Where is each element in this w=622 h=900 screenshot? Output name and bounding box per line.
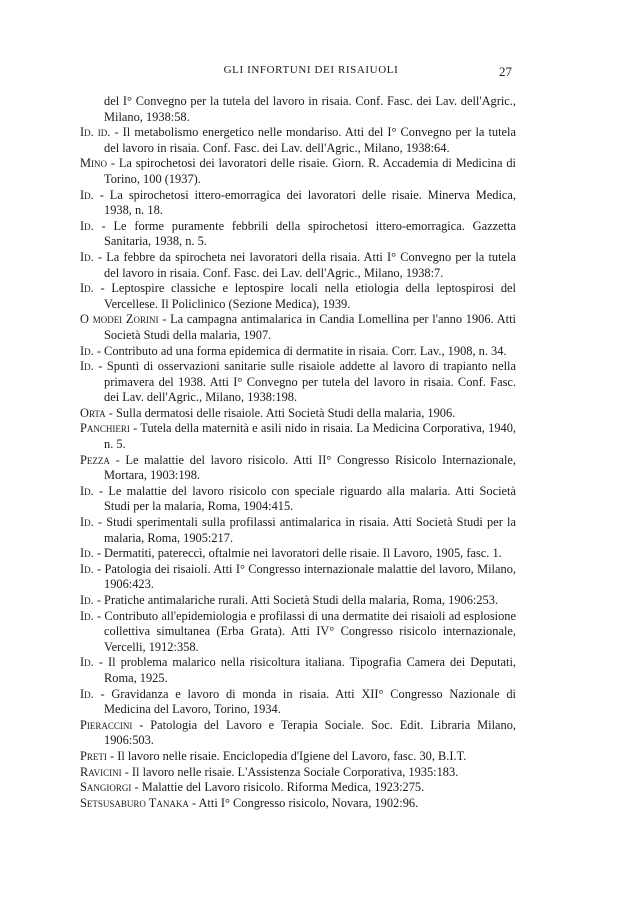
bibliography-entry — [80, 796, 516, 812]
entry-text: - Leptospire classiche e leptospire locali nella etiologia della leptospirosi del Vercellese. Il Policlinico (Sezione Medica), 1939. — [93, 281, 516, 311]
bibliography-entry — [80, 780, 516, 796]
bibliography-entry — [80, 765, 516, 781]
bibliography-entry — [80, 421, 516, 452]
entry-text: - Le malattie del lavoro risicolo. Atti II° Congresso Risicolo Internazionale, Mortara, 1903:198. — [104, 452, 516, 483]
bibliography-entry — [80, 312, 516, 343]
bibliography-list — [80, 94, 516, 811]
entry-text: - Dermatiti, patereccì, oftalmie nei lavoratori delle risaie. Il Lavoro, 1905, fasc. 1. — [93, 546, 502, 561]
bibliography-entry — [80, 718, 516, 749]
bibliography-entry — [80, 749, 516, 765]
entry-text: del I° Convegno per la tutela del lavoro in risaia. Conf. Fasc. dei Lav. dell'Agric., Milano, 1938:58. — [104, 94, 516, 124]
entry-text: - Tutela della maternità e asili nido in risaia. La Medicina Corporativa, 1940, n. 5. — [104, 421, 516, 452]
entry-author: Mino — [80, 156, 108, 171]
entry-author: Id. — [80, 546, 94, 561]
entry-text: - Studi sperimentali sulla profilassi antimalarica in risaia. Atti Società Studi per la malaria, Roma, 1905:217. — [93, 515, 516, 545]
entry-author: Id. — [80, 483, 94, 498]
entry-author: Id. — [80, 187, 94, 202]
entry-text: - La campagna antimalarica in Candia Lomellina per l'anno 1906. Atti Società Studi della malaria, 1907. — [104, 312, 516, 342]
entry-author: Id. — [80, 561, 94, 576]
entry-text: - La febbre da spirocheta nei lavoratori della risaia. Atti I° Convegno per la tutela del lavoro in risaia. Conf. Fasc. dei Lav. dell'Agric., Milano, 1938:7. — [93, 249, 516, 280]
entry-author: Id. — [80, 359, 94, 374]
entry-text: - Le malattie del lavoro risicolo con speciale riguardo alla malaria. Atti Società Studi per la malaria, Roma, 1904:415. — [93, 483, 516, 514]
bibliography-entry — [80, 250, 516, 281]
entry-author: Id. — [80, 281, 94, 296]
entry-text: - Il lavoro nelle risaie. Enciclopedia d'Igiene del Lavoro, fasc. 30, B.I.T. — [106, 748, 467, 763]
bibliography-entry — [80, 546, 516, 562]
entry-author: Id. — [80, 655, 94, 670]
entry-text: - Le forme puramente febbrili della spirochetosi ittero-emorragica. Gazzetta Sanitaria, 1938, n. 5. — [93, 218, 516, 249]
entry-author: Setsusaburo Tanaka — [80, 795, 189, 810]
entry-author: Orta — [80, 405, 106, 420]
bibliography-entry — [80, 655, 516, 686]
running-title: GLI INFORTUNI DEI RISAIUOLI — [223, 64, 399, 76]
entry-author: O modei Zorini — [80, 312, 159, 327]
bibliography-entry — [80, 593, 516, 609]
entry-author: Id. — [80, 249, 94, 264]
entry-author: Id. — [80, 608, 94, 623]
entry-author: Panchieri — [80, 421, 130, 436]
entry-text: - Patologia dei risaioli. Atti I° Congresso internazionale malattie del lavoro, Milano, 1906:423. — [93, 561, 516, 592]
entry-text: - Sulla dermatosi delle risaiole. Atti Società Studi della malaria, 1906. — [105, 405, 456, 420]
bibliography-entry — [80, 687, 516, 718]
bibliography-entry — [80, 562, 516, 593]
entry-text: - La spirochetosi dei lavoratori delle risaie. Giorn. R. Accademia di Medicina di Torino, 100 (1937). — [104, 156, 516, 186]
entry-author: Ravicini — [80, 764, 122, 779]
entry-text: - Pratiche antimalariche rurali. Atti Società Studi della malaria, Roma, 1906:253. — [93, 593, 499, 607]
entry-text: - Contributo ad una forma epidemica di dermatite in risaia. Corr. Lav., 1908, n. 34. — [93, 343, 507, 358]
entry-author: Id. — [80, 686, 94, 701]
entry-text: - La spirochetosi ittero-emorragica dei lavoratori delle risaie. Minerva Medica, 1938, n. 18. — [93, 187, 516, 218]
bibliography-entry — [80, 609, 516, 656]
entry-text: - Malattie del Lavoro risicolo. Riforma Medica, 1923:275. — [131, 780, 425, 795]
entry-text: - Il lavoro nelle risaie. L'Assistenza Sociale Corporativa, 1935:183. — [121, 764, 459, 779]
bibliography-entry — [80, 453, 516, 484]
entry-text: - Contributo all'epidemiologia e profilassi di una dermatite dei risaioli ad esplosione collettiva simultanea (Erba Grata). Atti IV° Congresso risicolo internazionale, Vercelli, 1912:358. — [93, 608, 516, 654]
entry-author: Preti — [80, 748, 107, 763]
bibliography-entry — [80, 188, 516, 219]
entry-text: - Spunti di osservazioni sanitarie sulle risaiole addette al lavoro di trapianto nella primavera del 1938. Atti I° Convegno per tutela del lavoro in risaia. Conf. Fasc. dei Lav. dell'Agric., Milano, 1938:198. — [93, 359, 516, 405]
entry-author: Sangiorgi — [80, 780, 132, 795]
entry-author: Id. — [80, 218, 94, 233]
bibliography-entry — [80, 94, 516, 125]
bibliography-entry — [80, 281, 516, 312]
page-number: 27 — [499, 64, 512, 79]
entry-text: - Gravidanza e lavoro di monda in risaia. Atti XII° Congresso Nazionale di Medicina del Lavoro, Torino, 1934. — [93, 686, 516, 717]
entry-text: - Patologia del Lavoro e Terapia Sociale. Soc. Edit. Libraria Milano, 1906:503. — [104, 717, 516, 748]
bibliography-entry — [80, 219, 516, 250]
bibliography-entry — [80, 359, 516, 406]
bibliography-entry — [80, 156, 516, 187]
bibliography-entry — [80, 484, 516, 515]
entry-author: Pezza — [80, 452, 110, 467]
entry-text: - Il metabolismo energetico nelle mondariso. Atti del I° Convegno per la tutela del lavoro in risaia. Conf. Fasc. dei Lav. dell'Agric., Milano, 1938:64. — [104, 125, 516, 155]
entry-author: Id. — [80, 343, 94, 358]
bibliography-entry — [80, 515, 516, 546]
entry-author: Id. — [80, 515, 94, 530]
bibliography-entry — [80, 125, 516, 156]
bibliography-entry — [80, 406, 516, 422]
entry-author: Id. id. — [80, 125, 111, 140]
bibliography-entry — [80, 344, 516, 360]
entry-author: Id. — [80, 593, 94, 607]
entry-author: Pieraccini — [80, 717, 133, 732]
entry-text: - Il problema malarico nella risicoltura italiana. Tipografia Camera dei Deputati, Roma, 1925. — [93, 655, 516, 685]
entry-text: - Atti I° Congresso risicolo, Novara, 1902:96. — [188, 795, 419, 810]
page-header — [0, 64, 622, 80]
